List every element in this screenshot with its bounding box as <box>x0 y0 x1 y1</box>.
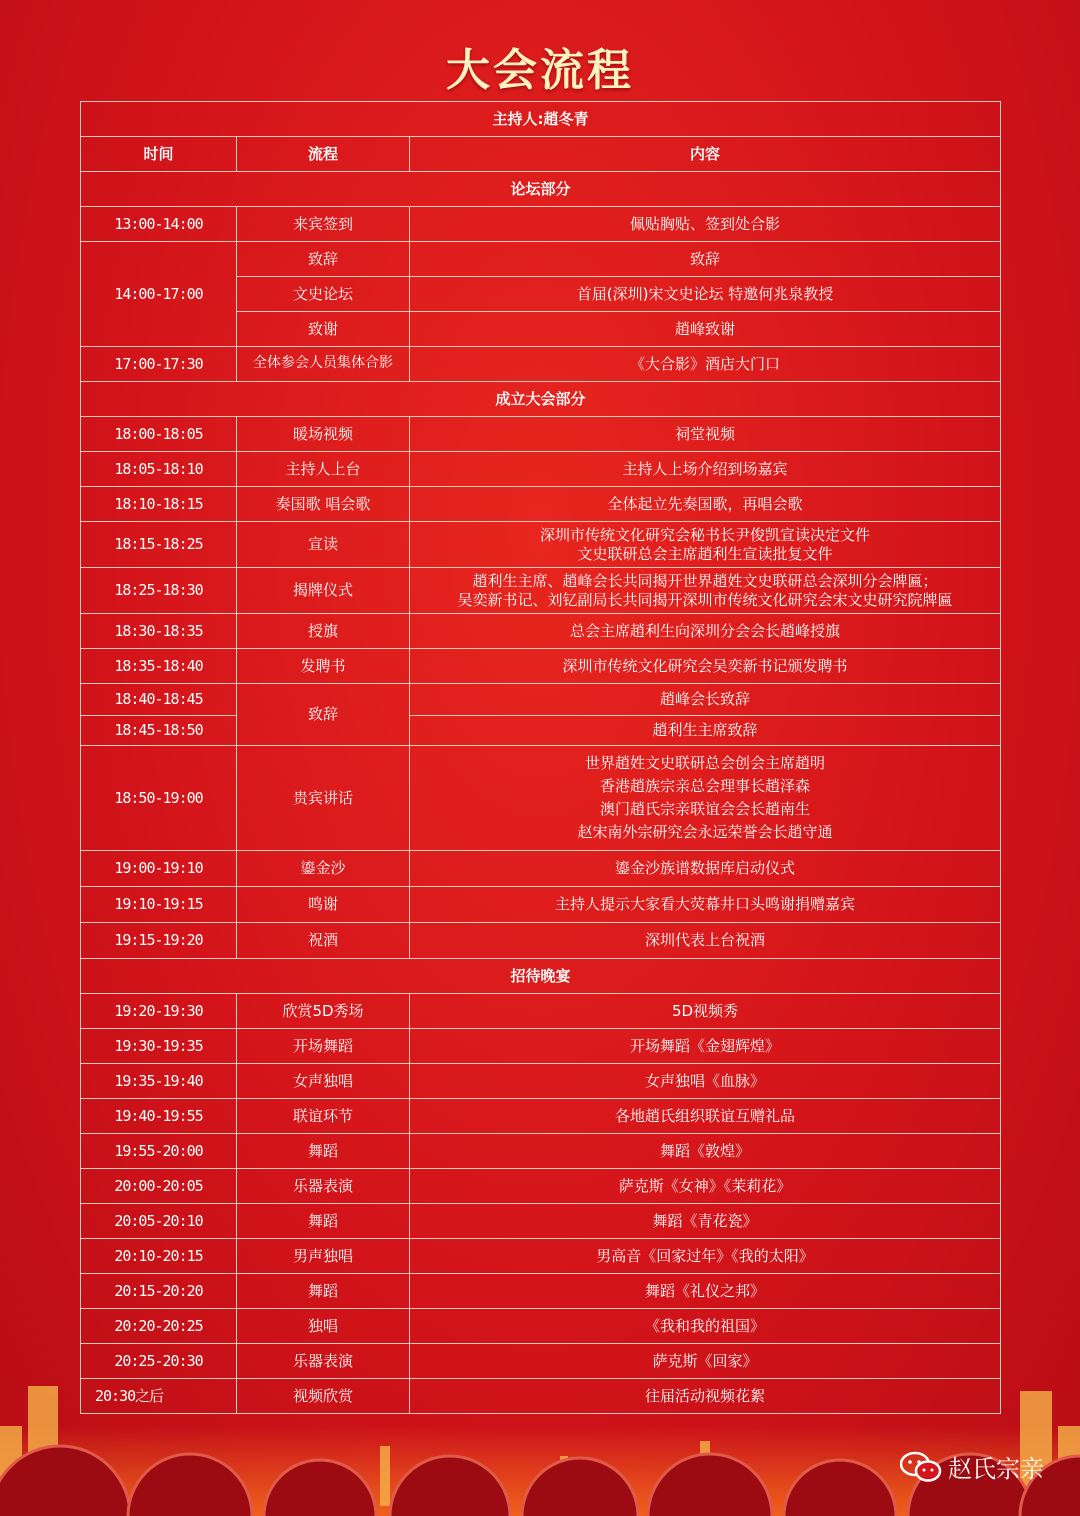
content-line: 赵宋南外宗研究会永远荣誉会长趙守通 <box>577 823 833 842</box>
process-cell: 祝酒 <box>237 923 410 959</box>
host-row <box>81 102 1001 137</box>
process-cell: 主持人上台 <box>237 452 410 487</box>
chat-bubbles-icon <box>900 1451 942 1483</box>
content-cell: 佩贴胸贴、签到处合影 <box>410 207 1001 242</box>
content-cell: 往届活动视频花絮 <box>410 1379 1001 1414</box>
header-row <box>81 137 1001 172</box>
time-cell: 20:10-20:15 <box>81 1239 237 1274</box>
table-row <box>81 1099 1001 1134</box>
process-cell: 暖场视频 <box>237 417 410 452</box>
table-row <box>81 452 1001 487</box>
time-cell: 19:20-19:30 <box>81 994 237 1029</box>
time-cell: 20:25-20:30 <box>81 1344 237 1379</box>
time-cell: 18:00-18:05 <box>81 417 237 452</box>
header-time: 时间 <box>81 137 237 172</box>
process-cell: 鎏金沙 <box>237 851 410 887</box>
process-cell: 揭牌仪式 <box>237 568 410 614</box>
content-cell: 深圳代表上台祝酒 <box>410 923 1001 959</box>
content-cell: 鎏金沙族谱数据库启动仪式 <box>410 851 1001 887</box>
table-row <box>81 417 1001 452</box>
process-cell: 乐器表演 <box>237 1344 410 1379</box>
table-row <box>81 568 1001 614</box>
time-cell: 20:15-20:20 <box>81 1274 237 1309</box>
time-cell: 18:40-18:45 <box>81 684 237 716</box>
table-row <box>81 1134 1001 1169</box>
time-cell: 20:30之后 <box>81 1379 237 1414</box>
process-cell: 来宾签到 <box>237 207 410 242</box>
time-cell: 19:35-19:40 <box>81 1064 237 1099</box>
content-cell: 各地趙氏组织联谊互赠礼品 <box>410 1099 1001 1134</box>
table-row <box>81 716 1001 746</box>
section-row <box>81 959 1001 994</box>
time-cell: 20:05-20:10 <box>81 1204 237 1239</box>
process-cell: 鸣谢 <box>237 887 410 923</box>
table-row <box>81 522 1001 568</box>
table-row <box>81 684 1001 716</box>
section-forum: 论坛部分 <box>81 172 1001 207</box>
content-cell: 5D视频秀 <box>410 994 1001 1029</box>
skyline-cloud-decoration <box>0 1366 1080 1516</box>
content-cell <box>410 568 1001 614</box>
time-cell: 19:30-19:35 <box>81 1029 237 1064</box>
content-line: 吴奕新书记、刘钇副局长共同揭开深圳市传统文化研究会宋文史研究院牌匾 <box>457 590 953 609</box>
time-cell: 20:20-20:25 <box>81 1309 237 1344</box>
time-cell: 19:15-19:20 <box>81 923 237 959</box>
host-label: 主持人:趙冬青 <box>81 102 1001 137</box>
content-cell: 《我和我的祖国》 <box>410 1309 1001 1344</box>
time-cell: 14:00-17:00 <box>81 242 237 347</box>
process-cell: 宣读 <box>237 522 410 568</box>
content-cell: 趙利生主席致辞 <box>410 716 1001 746</box>
content-cell: 萨克斯《回家》 <box>410 1344 1001 1379</box>
process-cell: 致辞 <box>237 242 410 277</box>
process-cell: 女声独唱 <box>237 1064 410 1099</box>
time-cell: 17:00-17:30 <box>81 347 237 382</box>
content-cell: 女声独唱《血脉》 <box>410 1064 1001 1099</box>
table-row <box>81 1274 1001 1309</box>
content-cell: 男高音《回家过年》《我的太阳》 <box>410 1239 1001 1274</box>
page-title: 大会流程 <box>446 45 634 96</box>
content-line: 澳门趙氏宗亲联谊会会长趙南生 <box>600 800 811 818</box>
time-cell: 18:10-18:15 <box>81 487 237 522</box>
process-cell: 舞蹈 <box>237 1134 410 1169</box>
header-process: 流程 <box>237 137 410 172</box>
content-cell: 祠堂视频 <box>410 417 1001 452</box>
table-row <box>81 746 1001 851</box>
process-cell: 男声独唱 <box>237 1239 410 1274</box>
process-cell: 独唱 <box>237 1309 410 1344</box>
table-row <box>81 1239 1001 1274</box>
table-row <box>81 1204 1001 1239</box>
time-cell: 18:45-18:50 <box>81 716 237 746</box>
content-cell: 趙峰致谢 <box>410 312 1001 347</box>
content-cell: 致辞 <box>410 242 1001 277</box>
table-row <box>81 923 1001 959</box>
time-cell: 13:00-14:00 <box>81 207 237 242</box>
content-cell <box>410 522 1001 568</box>
content-line: 深圳市传统文化研究会秘书长尹俊凯宣读决定文件 <box>540 525 871 544</box>
content-cell: 深圳市传统文化研究会吴奕新书记颁发聘书 <box>410 649 1001 684</box>
process-cell: 奏国歌 唱会歌 <box>237 487 410 522</box>
content-cell: 舞蹈《青花瓷》 <box>410 1204 1001 1239</box>
process-cell: 致谢 <box>237 312 410 347</box>
table-row <box>81 887 1001 923</box>
section-banquet: 招待晚宴 <box>81 959 1001 994</box>
time-cell: 18:30-18:35 <box>81 614 237 649</box>
header-content: 内容 <box>410 137 1001 172</box>
content-line: 文史联研总会主席趙利生宣读批复文件 <box>577 544 833 563</box>
table-row <box>81 614 1001 649</box>
table-row <box>81 1064 1001 1099</box>
table-row <box>81 207 1001 242</box>
time-cell: 19:40-19:55 <box>81 1099 237 1134</box>
process-cell: 文史论坛 <box>237 277 410 312</box>
content-cell: 首届(深圳)宋文史论坛 特邀何兆泉教授 <box>410 277 1001 312</box>
time-cell: 20:00-20:05 <box>81 1169 237 1204</box>
table-row <box>81 1029 1001 1064</box>
content-cell: 萨克斯《女神》《茉莉花》 <box>410 1169 1001 1204</box>
time-cell: 18:25-18:30 <box>81 568 237 614</box>
table-row <box>81 649 1001 684</box>
content-cell: 主持人上场介绍到场嘉宾 <box>410 452 1001 487</box>
table-row <box>81 994 1001 1029</box>
content-line: 香港趙族宗亲总会理事长趙泽森 <box>600 776 811 795</box>
logo-text: 赵氏宗亲 <box>948 1455 1044 1483</box>
process-cell: 贵宾讲话 <box>237 746 410 851</box>
time-cell: 18:35-18:40 <box>81 649 237 684</box>
table-row <box>81 347 1001 382</box>
table-row <box>81 851 1001 887</box>
process-cell: 开场舞蹈 <box>237 1029 410 1064</box>
content-cell: 舞蹈《礼仪之邦》 <box>410 1274 1001 1309</box>
process-cell: 舞蹈 <box>237 1274 410 1309</box>
process-cell: 授旗 <box>237 614 410 649</box>
section-row <box>81 382 1001 417</box>
content-cell: 全体起立先奏国歌，再唱会歌 <box>410 487 1001 522</box>
table-row <box>81 1309 1001 1344</box>
content-line: 世界趙姓文史联研总会创会主席趙明 <box>585 753 826 772</box>
logo <box>900 1449 1044 1484</box>
content-cell: 趙峰会长致辞 <box>410 684 1001 716</box>
time-cell: 19:10-19:15 <box>81 887 237 923</box>
section-row <box>81 172 1001 207</box>
content-cell <box>410 746 1001 851</box>
content-cell: 主持人提示大家看大荧幕井口头鸣谢捐赠嘉宾 <box>410 887 1001 923</box>
time-cell: 18:50-19:00 <box>81 746 237 851</box>
schedule-table <box>80 101 1001 1414</box>
time-cell: 19:55-20:00 <box>81 1134 237 1169</box>
process-cell: 舞蹈 <box>237 1204 410 1239</box>
time-cell: 19:00-19:10 <box>81 851 237 887</box>
process-cell: 欣赏5D秀场 <box>237 994 410 1029</box>
table-row <box>81 242 1001 277</box>
process-cell: 发聘书 <box>237 649 410 684</box>
content-cell: 总会主席趙利生向深圳分会会长趙峰授旗 <box>410 614 1001 649</box>
process-cell: 视频欣赏 <box>237 1379 410 1414</box>
table-row <box>81 487 1001 522</box>
process-cell: 联谊环节 <box>237 1099 410 1134</box>
time-cell: 18:05-18:10 <box>81 452 237 487</box>
process-cell: 致辞 <box>237 684 410 746</box>
table-row <box>81 1169 1001 1204</box>
time-cell: 18:15-18:25 <box>81 522 237 568</box>
process-cell: 乐器表演 <box>237 1169 410 1204</box>
content-cell: 开场舞蹈《金翅辉煌》 <box>410 1029 1001 1064</box>
content-line: 趙利生主席、趙峰会长共同揭开世界趙姓文史联研总会深圳分会牌匾； <box>472 571 938 590</box>
section-founding: 成立大会部分 <box>81 382 1001 417</box>
content-cell: 舞蹈《敦煌》 <box>410 1134 1001 1169</box>
content-cell: 《大合影》酒店大门口 <box>410 347 1001 382</box>
process-cell: 全体参会人员集体合影 <box>237 347 410 382</box>
